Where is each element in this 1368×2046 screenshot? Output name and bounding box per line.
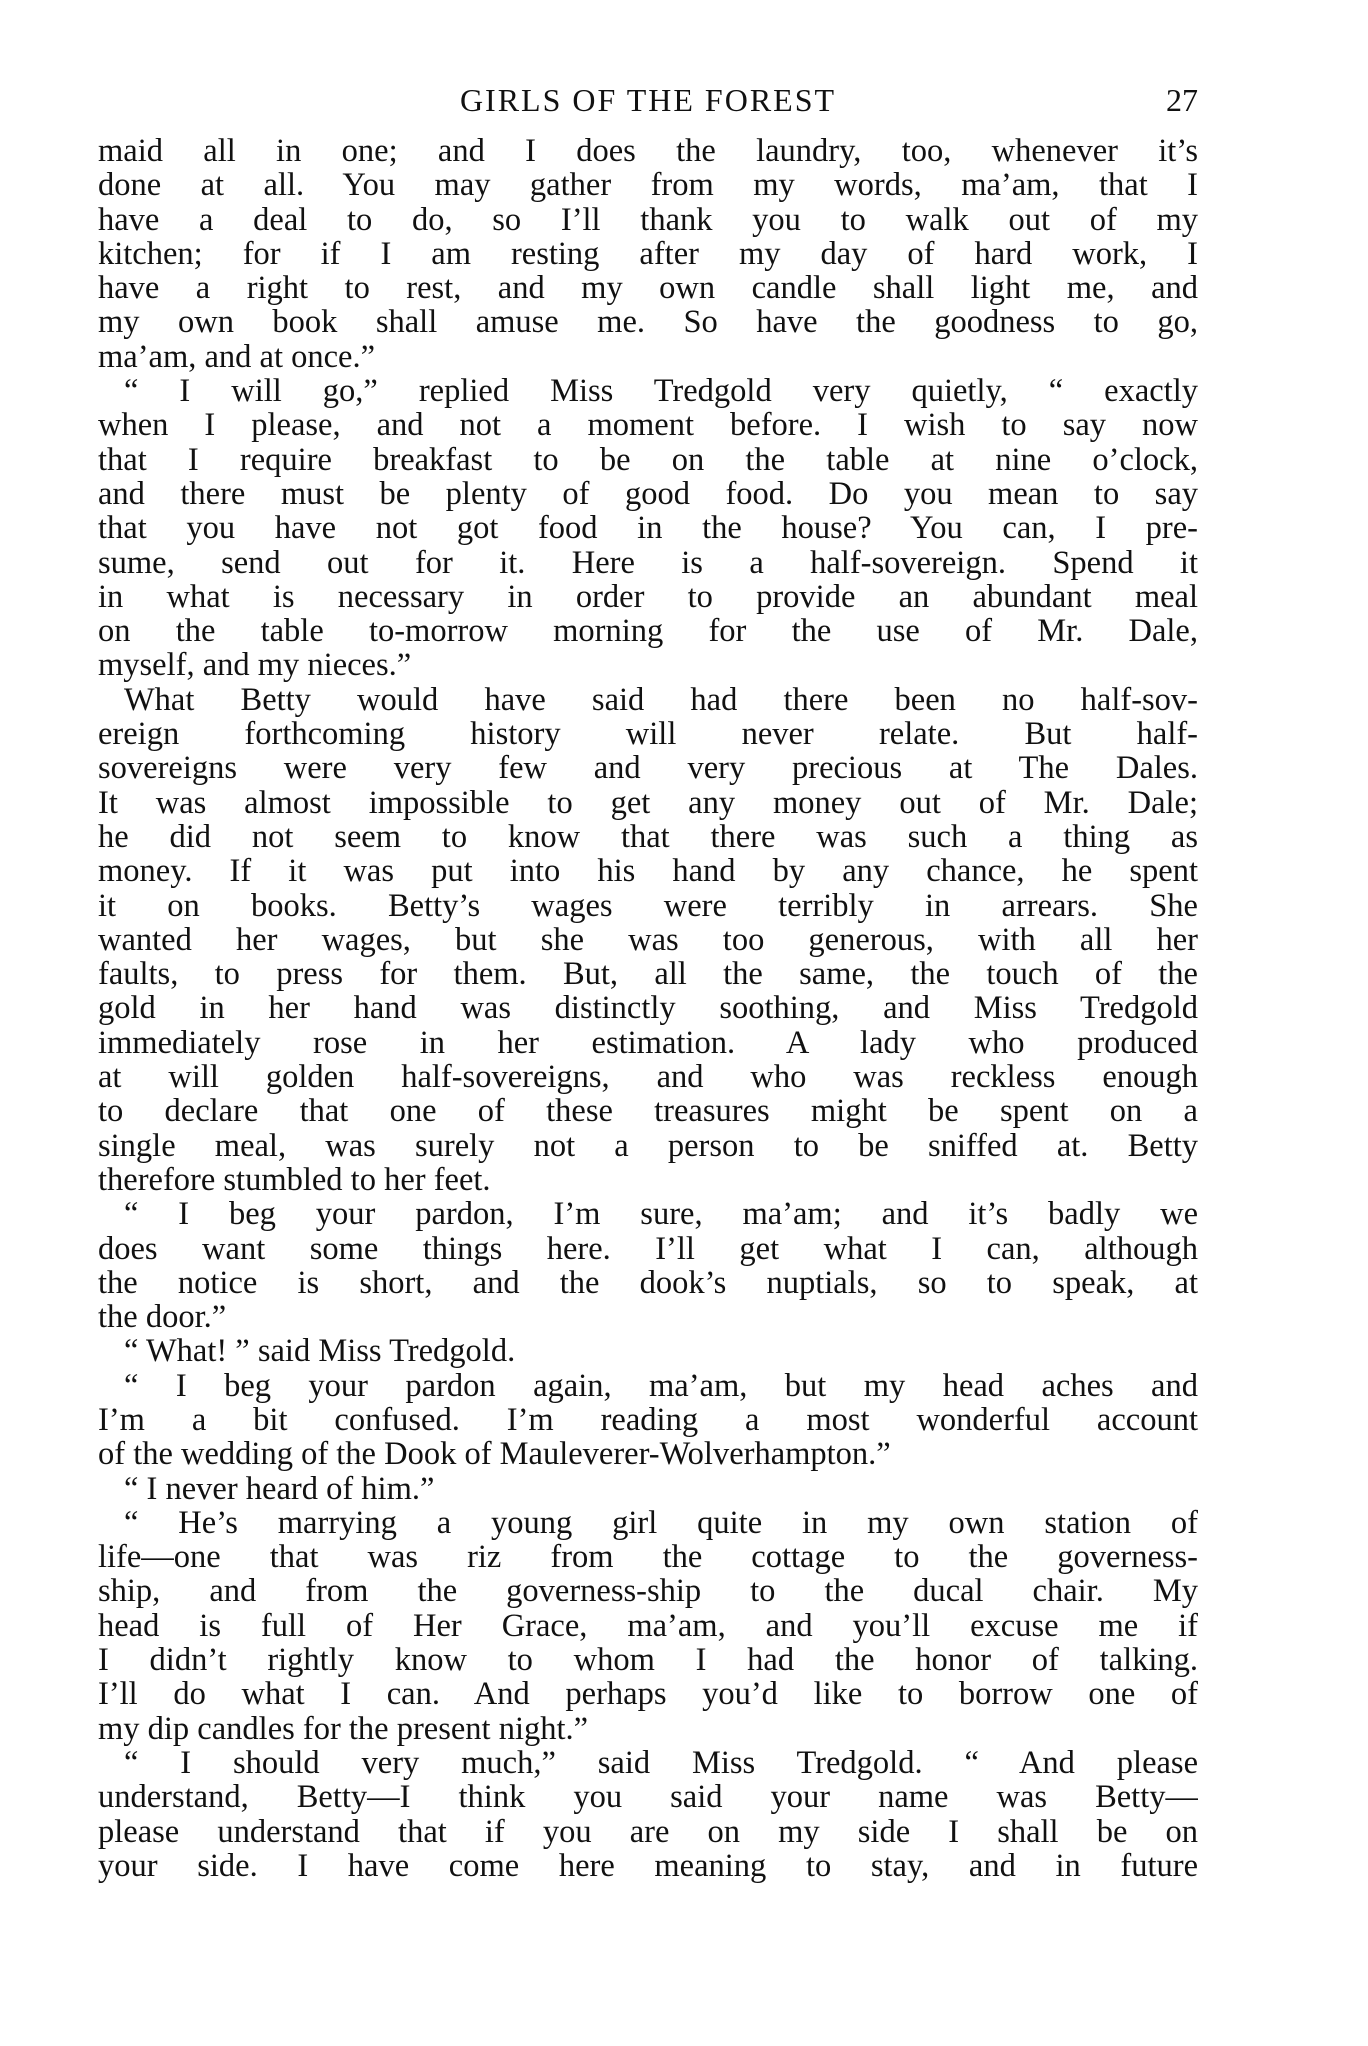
text-line: he did not seem to know that there was such a thing as (98, 819, 1198, 855)
text-line: life—one that was riz from the cottage to the governess- (98, 1540, 1198, 1575)
body-text (98, 134, 1198, 1883)
text-line: that I require breakfast to be on the table at nine o’clock, (98, 442, 1198, 477)
text-line: sume, send out for it. Here is a half-sovereign. Spend it (98, 545, 1198, 580)
text-line: I’ll do what I can. And perhaps you’d like to borrow one of (98, 1677, 1198, 1712)
text-line: the notice is short, and the dook’s nuptials, so to speak, at (98, 1265, 1198, 1301)
book-page (98, 78, 1198, 1958)
text-line: wanted her wages, but she was too generous, with all her (98, 922, 1198, 958)
text-line: the door.” (98, 1300, 227, 1335)
text-line: What Betty would have said had there been no half-sov- (124, 682, 1198, 718)
text-line: “ I beg your pardon again, ma’am, but my head aches and (124, 1368, 1198, 1403)
page-number: 27 (1166, 82, 1198, 118)
text-line: have a deal to do, so I’ll thank you to walk out of my (98, 202, 1198, 237)
text-line: “ What! ” said Miss Tredgold. (124, 1334, 516, 1369)
text-line: ereign forthcoming history will never relate. But half- (98, 717, 1198, 752)
page-header (98, 78, 1198, 134)
text-line: of the wedding of the Dook of Mauleverer-Wolverhampton.” (98, 1437, 891, 1472)
text-line: immediately rose in her estimation. A lady who produced (98, 1025, 1198, 1061)
text-line: “ He’s marrying a young girl quite in my own station of (124, 1505, 1198, 1541)
text-line: done at all. You may gather from my words, ma’am, that I (98, 168, 1198, 203)
text-line: that you have not got food in the house? You can, I pre- (98, 511, 1198, 546)
text-line: in what is necessary in order to provide an abundant meal (98, 579, 1198, 615)
running-title: GIRLS OF THE FOREST (459, 82, 837, 118)
text-line: sovereigns were very few and very precious at The Dales. (98, 751, 1198, 786)
text-line: does want some things here. I’ll get what I can, although (98, 1231, 1198, 1266)
text-line: “ I should very much,” said Miss Tredgold. “ And please (124, 1745, 1198, 1781)
text-line: faults, to press for them. But, all the same, the touch of the (98, 957, 1198, 992)
text-line: please understand that if you are on my side I shall be on (98, 1814, 1198, 1849)
text-line: your side. I have come here meaning to stay, and in future (98, 1848, 1198, 1884)
text-line: ship, and from the governess-ship to the ducal chair. My (98, 1574, 1198, 1609)
text-line: at will golden half-sovereigns, and who was reckless enough (98, 1060, 1198, 1095)
text-line: my dip candles for the present night.” (98, 1711, 589, 1746)
text-line: maid all in one; and I does the laundry, too, whenever it’s (98, 134, 1198, 169)
text-line: myself, and my nieces.” (98, 648, 412, 683)
text-line: and there must be plenty of good food. Do you mean to say (98, 476, 1198, 512)
text-line: it on books. Betty’s wages were terribly in arrears. She (98, 888, 1198, 923)
text-line: It was almost impossible to get any money out of Mr. Dale; (98, 785, 1198, 820)
text-line: gold in her hand was distinctly soothing, and Miss Tredgold (98, 991, 1198, 1026)
text-line: single meal, was surely not a person to be sniffed at. Betty (98, 1128, 1198, 1163)
text-line: have a right to rest, and my own candle shall light me, and (98, 271, 1198, 306)
text-line: when I please, and not a moment before. I wish to say now (98, 408, 1198, 443)
text-line: on the table to-morrow morning for the use of Mr. Dale, (98, 614, 1198, 649)
text-line: I’m a bit confused. I’m reading a most wonderful account (98, 1402, 1198, 1438)
text-line: I didn’t rightly know to whom I had the honor of talking. (98, 1643, 1198, 1678)
text-line: my own book shall amuse me. So have the goodness to go, (98, 305, 1198, 340)
text-line: “ I will go,” replied Miss Tredgold very quietly, “ exactly (124, 374, 1198, 409)
text-line: therefore stumbled to her feet. (98, 1162, 491, 1198)
text-line: “ I beg your pardon, I’m sure, ma’am; and it’s badly we (124, 1197, 1198, 1232)
text-line: money. If it was put into his hand by any chance, he spent (98, 854, 1198, 889)
text-line: ma’am, and at once.” (98, 339, 376, 375)
text-line: kitchen; for if I am resting after my day of hard work, I (98, 236, 1198, 272)
text-line: to declare that one of these treasures might be spent on a (98, 1094, 1198, 1129)
text-line: understand, Betty—I think you said your name was Betty— (98, 1780, 1198, 1815)
text-line: head is full of Her Grace, ma’am, and you’ll excuse me if (98, 1608, 1198, 1644)
text-line: “ I never heard of him.” (124, 1471, 435, 1506)
